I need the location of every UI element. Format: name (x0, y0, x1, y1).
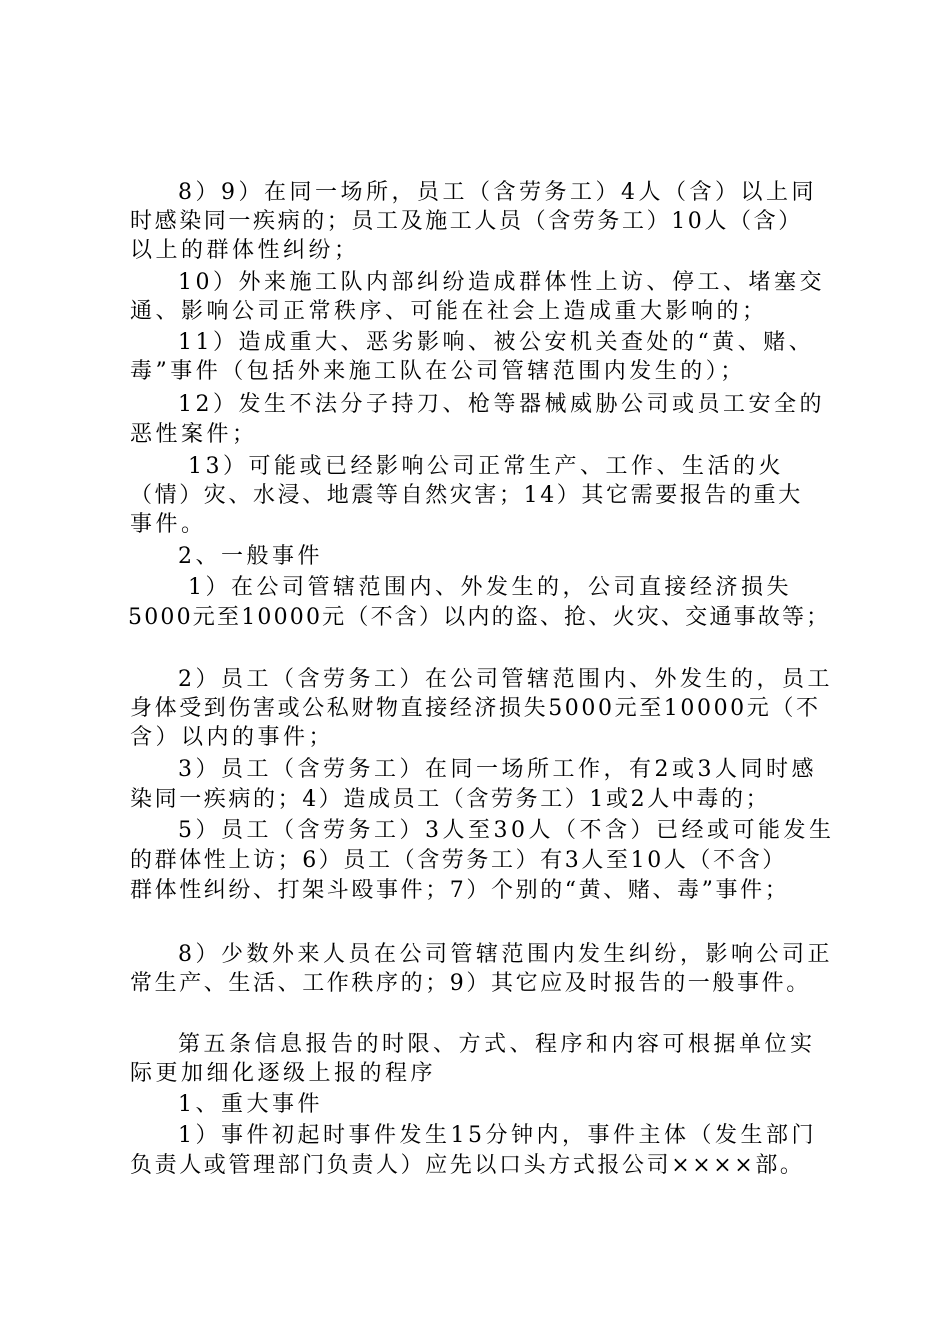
text-line: 的群体性上访；6）员工（含劳务工）有3人至10人（不含） (130, 848, 787, 873)
text-line: 5000元至10000元（不含）以内的盗、抢、火灾、交通事故等； (128, 605, 831, 630)
text-line: 事件。 (130, 512, 207, 537)
section-heading: 2、一般事件 (178, 544, 323, 569)
text-line: 1）事件初起时事件发生15分钟内，事件主体（发生部门 (178, 1123, 817, 1148)
text-line: 时感染同一疾病的；员工及施工人员（含劳务工）10人（含） (130, 209, 803, 234)
text-line: 1）在公司管辖范围内、外发生的，公司直接经济损失 (188, 575, 792, 600)
text-line: 12）发生不法分子持刀、枪等器械威胁公司或员工安全的 (178, 392, 825, 417)
text-line: 身体受到伤害或公私财物直接经济损失5000元至10000元（不 (130, 696, 821, 721)
text-line: 际更加细化逐级上报的程序 (130, 1061, 437, 1086)
text-line: 染同一疾病的；4）造成员工（含劳务工）1或2人中毒的； (130, 787, 771, 812)
text-line: 2）员工（含劳务工）在公司管辖范围内、外发生的，员工 (178, 667, 833, 692)
text-line: 第五条信息报告的时限、方式、程序和内容可根据单位实 (178, 1032, 816, 1057)
text-line: 恶性案件； (130, 422, 258, 447)
text-line: 通、影响公司正常秩序、可能在社会上造成重大影响的； (130, 299, 768, 324)
text-line: 常生产、生活、工作秩序的；9）其它应及时报告的一般事件。 (130, 971, 811, 996)
text-line: 群体性纠纷、打架斗殴事件；7）个别的“黄、赌、毒”事件； (130, 878, 790, 903)
text-line: 10）外来施工队内部纠纷造成群体性上访、停工、堵塞交 (178, 270, 825, 295)
text-line: 毒”事件（包括外来施工队在公司管辖范围内发生的）； (130, 359, 746, 384)
section-heading: 1、重大事件 (178, 1092, 323, 1117)
text-line: 11）造成重大、恶劣影响、被公安机关查处的“黄、赌、 (178, 330, 815, 355)
text-line: 3）员工（含劳务工）在同一场所工作，有2或3人同时感 (178, 757, 817, 782)
text-line: 含）以内的事件； (130, 725, 335, 750)
text-line: 负责人或管理部门负责人）应先以口头方式报公司××××部。 (130, 1153, 805, 1178)
text-line: 8）9）在同一场所，员工（含劳务工）4人（含）以上同 (178, 180, 817, 205)
text-line: 8）少数外来人员在公司管辖范围内发生纠纷，影响公司正 (178, 942, 833, 967)
text-line: 5）员工（含劳务工）3人至30人（不含）已经或可能发生 (178, 818, 835, 843)
text-line: 以上的群体性纠纷； (130, 238, 360, 263)
text-line: 13）可能或已经影响公司正常生产、工作、生活的火 (188, 454, 784, 479)
text-line: （情）灾、水浸、地震等自然灾害；14）其它需要报告的重大 (130, 483, 803, 508)
